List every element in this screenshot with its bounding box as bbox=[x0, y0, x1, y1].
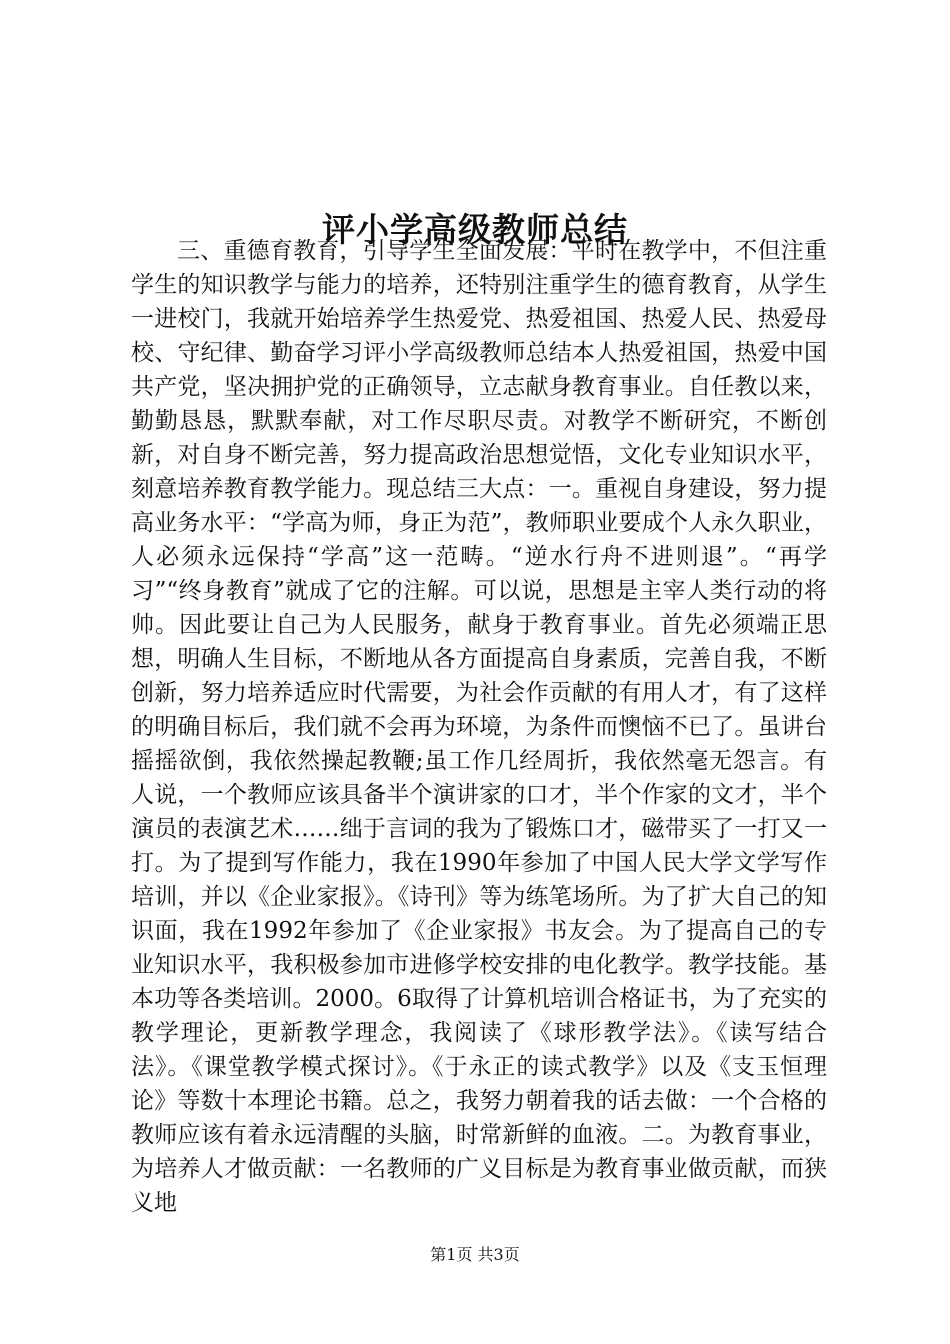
document-body-paragraph: 三、重德育教育，引导学生全面发展：平时在教学中，不但注重学生的知识教学与能力的培养，还特别注重学生的德育教育，从学生一进校门，我就开始培养学生热爱党、热爱祖国、热爱人民、热爱母校、守纪律、勤奋学习评小学高级教师总结本人热爱祖国，热爱中国共产党，坚决拥护党的正确领导，立志献身教育事业。自任教以来，勤勤恳恳，默默奉献，对工作尽职尽责。对教学不断研究，不断创新，对自身不断完善，努力提高政治思想觉悟，文化专业知识水平，刻意培养教育教学能力。现总结三大点：一。重视自身建设，努力提高业务水平：“学高为师，身正为范”，教师职业要成个人永久职业，人必须永远保持“学高”这一范畴。“逆水行舟不进则退”。“再学习”“终身教育”就成了它的注解。可以说，思想是主宰人类行动的将帅。因此要让自己为人民服务，献身于教育事业。首先必须端正思想，明确人生目标，不断地从各方面提高自身素质，完善自我，不断创新，努力培养适应时代需要，为社会作贡献的有用人才，有了这样的明确目标后，我们就不会再为环境，为条件而懊恼不已了。虽讲台摇摇欲倒，我依然操起教鞭;虽工作几经周折，我依然毫无怨言。有人说，一个教师应该具备半个演讲家的口才，半个作家的文才，半个演员的表演艺术……绌于言词的我为了锻炼口才，磁带买了一打又一打。为了提到写作能力，我在1990年参加了中国人民大学文学写作培训，并以《企业家报》。《诗刊》等为练笔场所。为了扩大自己的知识面，我在1992年参加了《企业家报》书友会。为了提高自己的专业知识水平，我积极参加市进修学校安排的电化教学。教学技能。基本功等各类培训。2000。6取得了计算机培训合格证书，为了充实的教学理论，更新教学理念，我阅读了《球形教学法》。《读写结合法》。《课堂教学模式探讨》。《于永正的读式教学》以及《支玉恒理论》等数十本理论书籍。总之，我努力朝着我的话去做：一个合格的教师应该有着永远清醒的头脑，时常新鲜的血液。二。为教育事业，为培养人才做贡献：一名教师的广义目标是为教育事业做贡献，而狭义地 bbox=[131, 238, 827, 1216]
page-footer: 第1页 共3页 bbox=[430, 1245, 520, 1264]
document-title: 评小学高级教师总结 bbox=[322, 210, 628, 250]
